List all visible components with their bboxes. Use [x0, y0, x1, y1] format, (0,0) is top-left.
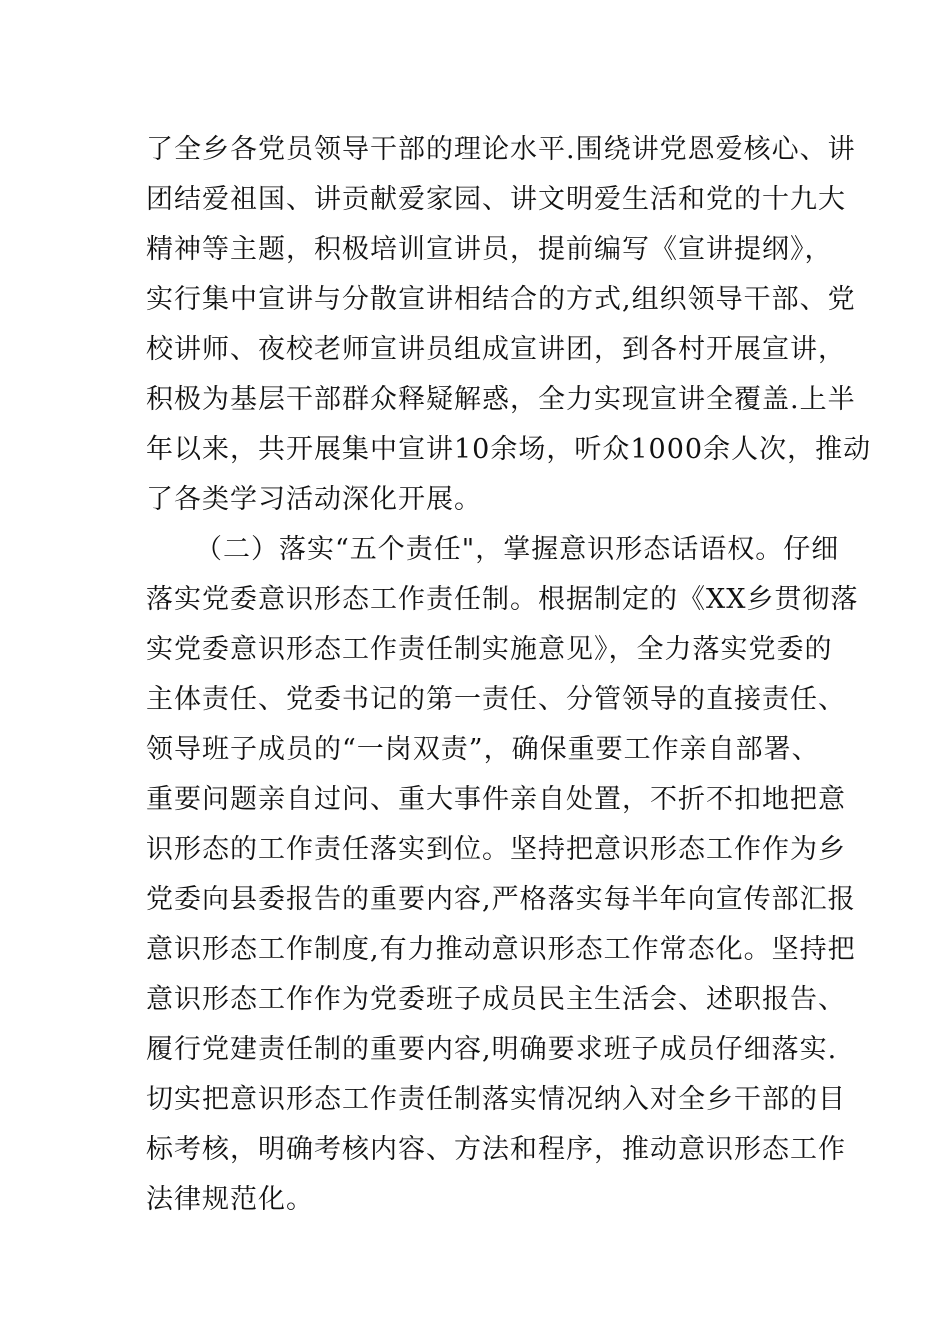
section-heading-line: （二）落实“五个责任"，掌握意识形态话语权。仔细	[195, 534, 840, 565]
text-line: 意识形态工作制度,有力推动意识形态工作常态化。坚持把	[146, 934, 856, 965]
text-line: 实行集中宣讲与分散宣讲相结合的方式,组织领导干部、党	[146, 284, 856, 315]
text-line: 意识形态工作作为党委班子成员民主生活会、述职报告、	[146, 984, 846, 1015]
text-line: 积极为基层干部群众释疑解惑，全力实现宣讲全覆盖.上半	[146, 384, 856, 415]
text-line: 领导班子成员的“一岗双责”，确保重要工作亲自部署、	[146, 734, 820, 765]
text-line: 了各类学习活动深化开展。	[146, 484, 482, 515]
text-line: 实党委意识形态工作责任制实施意见》，全力落实党委的	[146, 634, 833, 665]
text-line: 党委向县委报告的重要内容,严格落实每半年向宣传部汇报	[146, 884, 856, 915]
text-line: 重要问题亲自过问、重大事件亲自处置，不折不扣地把意	[146, 784, 846, 815]
text-line: 落实党委意识形态工作责任制。根据制定的《XX乡贯彻落	[146, 584, 859, 615]
text-line: 法律规范化。	[146, 1184, 314, 1215]
text-line: 主体责任、党委书记的第一责任、分管领导的直接责任、	[146, 684, 846, 715]
text-line: 标考核，明确考核内容、方法和程序，推动意识形态工作	[146, 1134, 846, 1165]
text-line: 年以来，共开展集中宣讲10余场，听众1000余人次，推动	[146, 434, 872, 465]
text-line: 了全乡各党员领导干部的理论水平.围绕讲党恩爱核心、讲	[146, 134, 856, 165]
text-line: 识形态的工作责任落实到位。坚持把意识形态工作作为乡	[146, 834, 846, 865]
text-line: 精神等主题，积极培训宣讲员，提前编写《宣讲提纲》，	[146, 234, 833, 265]
text-line: 切实把意识形态工作责任制落实情况纳入对全乡干部的目	[146, 1084, 846, 1115]
text-line: 校讲师、夜校老师宣讲员组成宣讲团，到各村开展宣讲，	[146, 334, 846, 365]
text-line: 团结爱祖国、讲贡献爱家园、讲文明爱生活和党的十九大	[146, 184, 846, 215]
text-line: 履行党建责任制的重要内容,明确要求班子成员仔细落实.	[146, 1034, 838, 1065]
